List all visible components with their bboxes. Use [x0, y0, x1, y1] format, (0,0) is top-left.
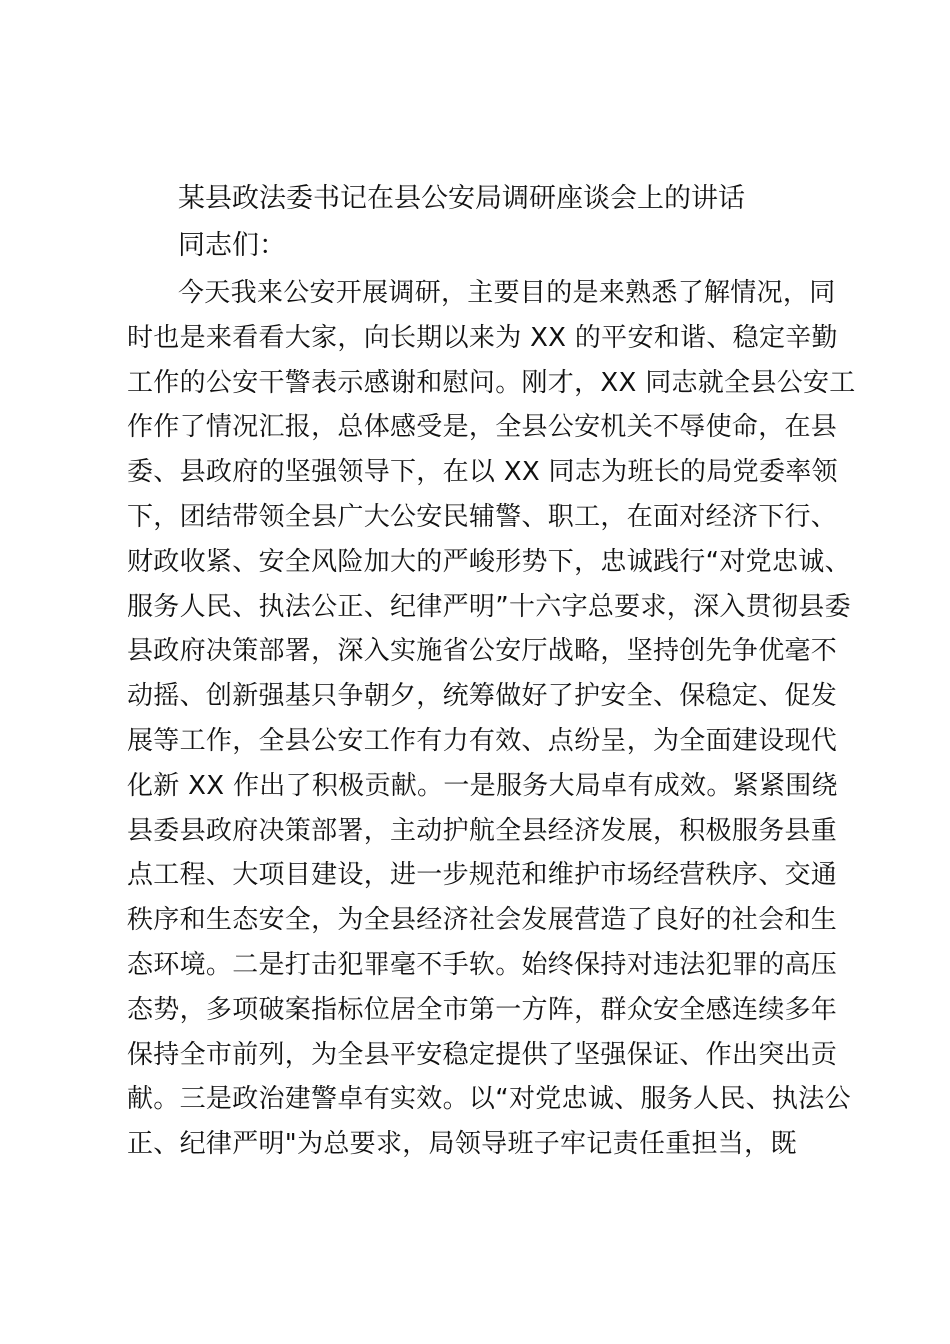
document-title: 某县政法委书记在县公安局调研座谈会上的讲话 [178, 183, 745, 214]
body-line: 县政府决策部署，深入实施省公安厅战略，坚持创先争优毫不 [127, 636, 838, 667]
body-line: 化新 XX 作出了积极贡献。一是服务大局卓有成效。紧紧围绕 [127, 770, 838, 801]
body-line: 展等工作，全县公安工作有力有效、点纷呈，为全面建设现代 [127, 725, 838, 756]
body-line: 献。三是政治建警卓有实效。以“对党忠诚、服务人民、执法公 [127, 1084, 851, 1115]
body-line: 下，团结带领全县广大公安民辅警、职工，在面对经济下行、 [127, 501, 838, 532]
body-line: 态势，多项破案指标位居全市第一方阵，群众安全感连续多年 [127, 994, 838, 1025]
body-line: 秩序和生态安全，为全县经济社会发展营造了良好的社会和生 [127, 905, 838, 936]
body-line: 态环境。二是打击犯罪毫不手软。始终保持对违法犯罪的高压 [127, 949, 838, 980]
body-line: 点工程、大项目建设，进一步规范和维护市场经营秩序、交通 [127, 860, 838, 891]
body-paragraph [127, 271, 856, 1167]
body-line: 财政收紧、安全风险加大的严峻形势下，忠诚践行“对党忠诚、 [127, 546, 851, 577]
body-line: 正、纪律严明"为总要求，局领导班子牢记责任重担当，既 [127, 1129, 797, 1160]
body-line: 工作的公安干警表示感谢和慰问。刚才，XX 同志就全县公安工 [127, 367, 856, 398]
body-line: 保持全市前列，为全县平安稳定提供了坚强保证、作出突出贡 [127, 1039, 838, 1070]
body-line: 动摇、创新强基只争朝夕，统筹做好了护安全、保稳定、促发 [127, 681, 838, 712]
body-line: 时也是来看看大家，向长期以来为 XX 的平安和谐、稳定辛勤 [127, 322, 838, 353]
body-line: 今天我来公安开展调研，主要目的是来熟悉了解情况，同 [178, 278, 836, 308]
salutation: 同志们： [178, 230, 286, 261]
body-line: 委、县政府的坚强领导下，在以 XX 同志为班长的局党委率领 [127, 457, 838, 488]
body-line: 服务人民、执法公正、纪律严明”十六字总要求，深入贯彻县委 [127, 591, 851, 622]
body-line: 作作了情况汇报，总体感受是，全县公安机关不辱使命，在县 [127, 412, 838, 443]
body-line: 县委县政府决策部署，主动护航全县经济发展，积极服务县重 [127, 815, 838, 846]
